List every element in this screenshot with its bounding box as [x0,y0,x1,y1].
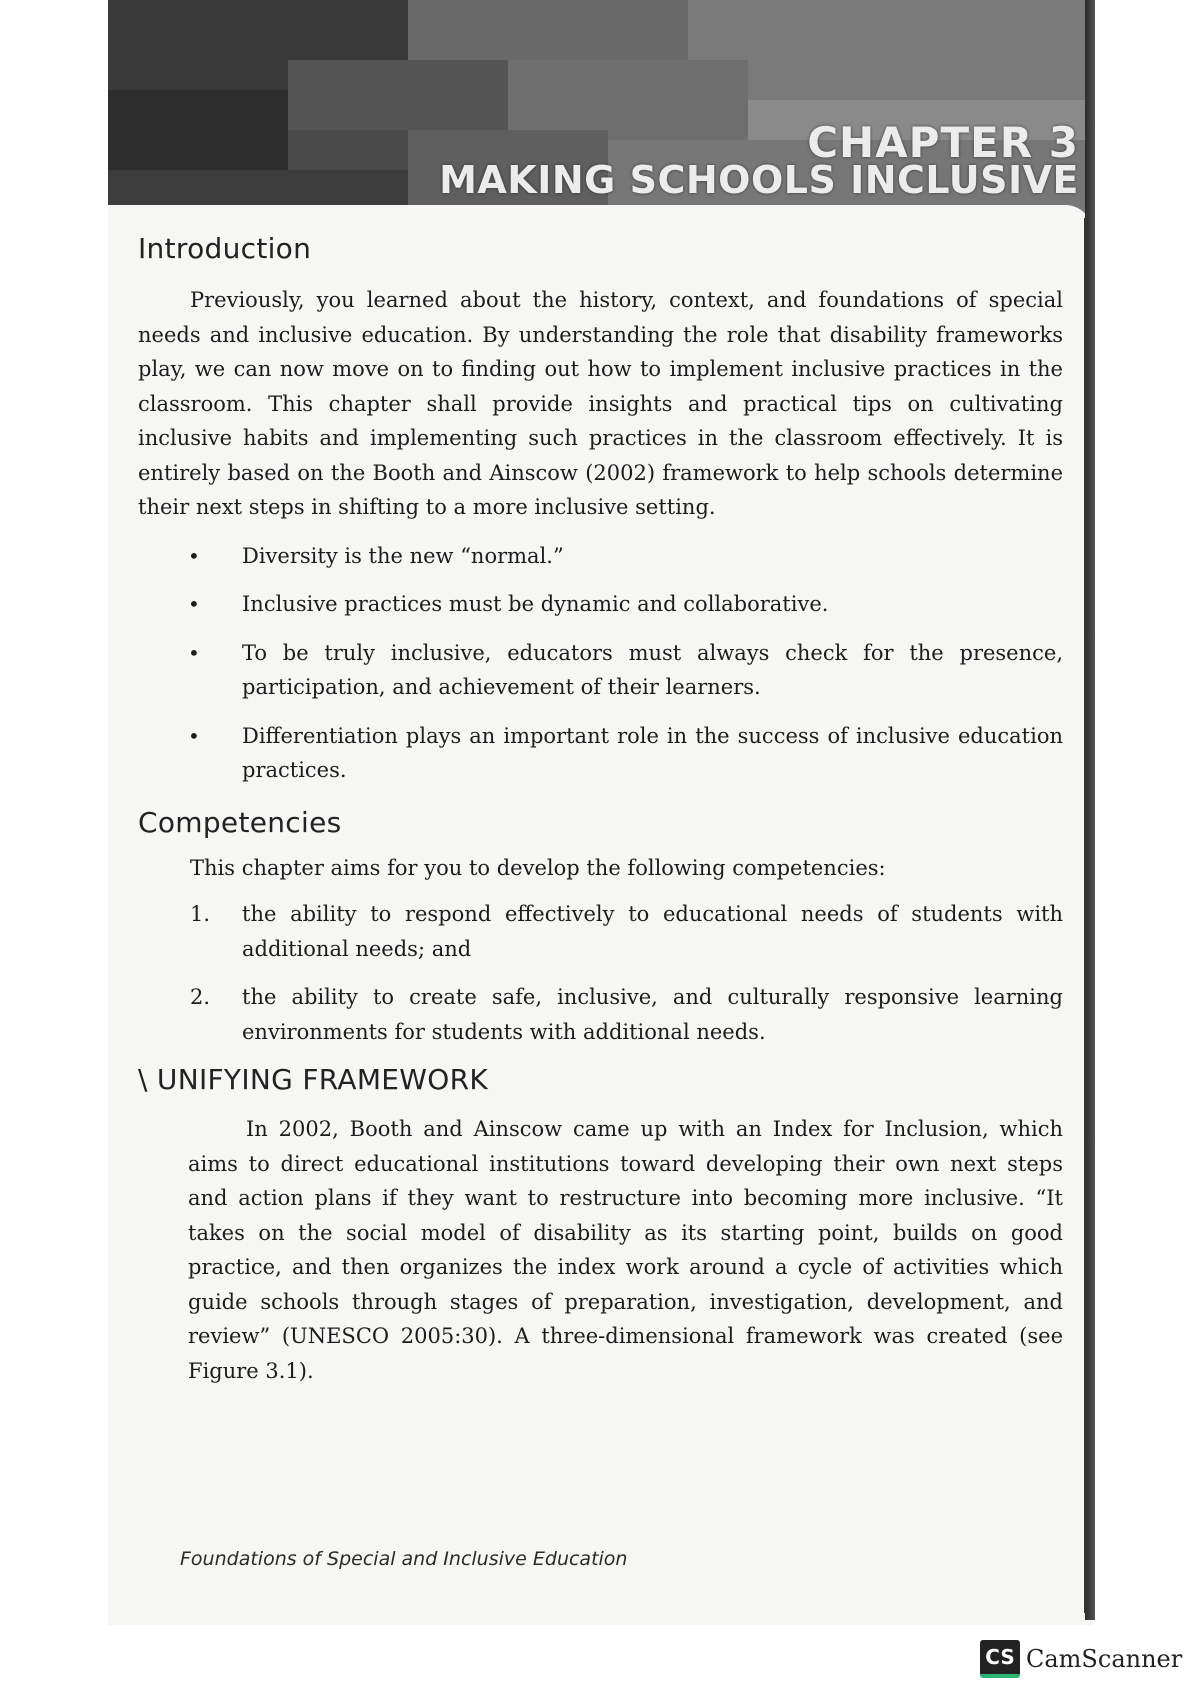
chapter-label: CHAPTER 3 [807,118,1079,167]
chapter-title: MAKING SCHOOLS INCLUSIVE [439,158,1079,202]
introduction-heading: Introduction [138,232,312,265]
unifying-framework-paragraph: In 2002, Booth and Ainscow came up with an Index for Inclusion, which aims to direct educational institutions toward developing their own next steps and action plans if they want to restructure into becoming more inclusive. “It takes on the social model of disability as its starting point, builds on good practice, and then organizes the index work around a cycle of activities which guide schools through stages of preparation, investigation, development, and review” (UNESCO 2005:30). A three-dimensional framework was created (see Figure 3.1). [188,1117,1063,1383]
list-item: 1. the ability to respond effectively to educational needs of students with additional needs; and [190,902,1063,961]
page-edge-shadow [1085,0,1095,1620]
competencies-list [138,897,1063,1049]
chapter-banner [108,0,1093,218]
page-binding-edge [1084,218,1086,1613]
page-content [138,228,1063,1388]
camscanner-watermark [980,1640,1182,1678]
list-item: 2. the ability to create safe, inclusive, and culturally responsive learning environments for students with additional needs. [190,985,1063,1044]
key-points-list [138,539,1063,788]
bullet-icon: • [188,723,200,748]
bullet-icon: • [188,640,200,665]
list-item: • To be truly inclusive, educators must always check for the presence, participation, and achievement of their learners. [138,636,1063,705]
camscanner-logo-icon: CS [980,1640,1020,1678]
list-item: • Diversity is the new “normal.” [138,539,1063,574]
bullet-icon: • [188,592,200,616]
page-footer: Foundations of Special and Inclusive Education [180,1548,628,1570]
list-item: • Differentiation plays an important role in the success of inclusive education practices. [138,719,1063,788]
list-item: • Inclusive practices must be dynamic and collaborative. [138,587,1063,622]
camscanner-text: CamScanner [1026,1645,1183,1673]
bullet-icon: • [188,543,200,568]
unifying-framework-heading: \ UNIFYING FRAMEWORK [138,1063,489,1096]
competencies-heading: Competencies [138,805,342,839]
competencies-intro: This chapter aims for you to develop the following competencies: [190,855,886,880]
introduction-paragraph: Previously, you learned about the history, context, and foundations of special needs and inclusive education. By understanding the role that disability frameworks play, we can now move on to finding out how to implement inclusive practices in the classroom. This chapter shall provide insights and practical tips on cultivating inclusive habits and implementing such practices in the classroom effectively. It is entirely based on the Booth and Ainscow (2002) framework to help schools determine their next steps in shifting to a more inclusive setting. [138,288,1063,519]
